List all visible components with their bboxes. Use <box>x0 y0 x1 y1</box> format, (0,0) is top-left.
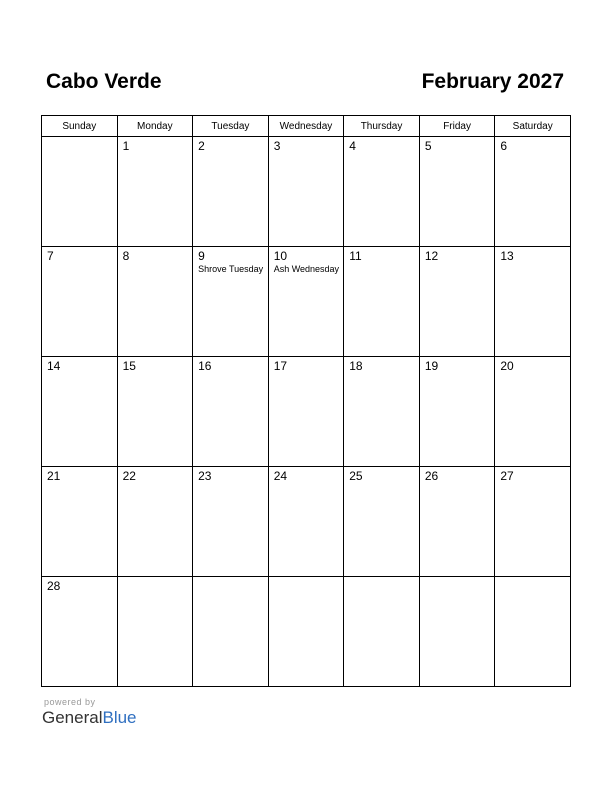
day-number: 2 <box>198 139 205 153</box>
day-cell <box>495 247 571 357</box>
holiday-label: Ash Wednesday <box>273 264 340 274</box>
day-cell <box>495 137 571 247</box>
day-number: 27 <box>500 469 514 483</box>
day-cell <box>42 247 118 357</box>
weekday-monday: Monday <box>117 116 193 137</box>
day-cell <box>193 247 269 357</box>
day-cell <box>344 577 420 687</box>
day-cell <box>117 577 193 687</box>
day-number: 6 <box>500 139 508 153</box>
month-year-title: February 2027 <box>421 70 564 93</box>
day-number: 8 <box>122 249 130 263</box>
day-cell <box>42 467 118 577</box>
day-cell <box>495 467 571 577</box>
weekday-sunday: Sunday <box>42 116 118 137</box>
holiday-label: Shrove Tuesday <box>198 264 264 274</box>
day-number: 9 <box>198 249 205 263</box>
day-cell <box>419 577 495 687</box>
day-cell <box>268 137 344 247</box>
country-title: Cabo Verde <box>46 70 162 93</box>
day-cell <box>117 137 193 247</box>
weekday-saturday: Saturday <box>495 116 571 137</box>
day-cell <box>193 357 269 467</box>
day-number: 23 <box>198 469 212 483</box>
day-number: 15 <box>122 359 136 373</box>
day-cell <box>344 467 420 577</box>
day-number: 18 <box>349 359 363 373</box>
powered-by-label: powered by <box>44 697 96 707</box>
day-cell <box>268 357 344 467</box>
day-cell <box>42 357 118 467</box>
day-cell <box>419 137 495 247</box>
day-number: 22 <box>122 469 136 483</box>
day-number: 4 <box>349 139 356 153</box>
day-number: 10 <box>273 249 288 263</box>
day-number: 17 <box>273 359 288 373</box>
week-row <box>42 357 571 467</box>
weekday-thursday: Thursday <box>344 116 420 137</box>
calendar-grid <box>41 115 571 687</box>
day-cell <box>193 577 269 687</box>
day-cell <box>419 247 495 357</box>
day-number: 11 <box>349 249 362 263</box>
day-number: 5 <box>424 139 432 153</box>
day-cell <box>117 247 193 357</box>
day-cell <box>419 467 495 577</box>
day-cell <box>117 467 193 577</box>
day-number: 16 <box>198 359 212 373</box>
generalblue-logo <box>42 708 137 728</box>
week-row <box>42 137 571 247</box>
day-number: 20 <box>500 359 514 373</box>
day-number: 24 <box>273 469 288 483</box>
day-cell <box>42 577 118 687</box>
footer-branding <box>42 696 137 728</box>
day-number: 28 <box>47 579 61 593</box>
day-cell <box>268 247 344 357</box>
day-cell <box>193 467 269 577</box>
week-row <box>42 467 571 577</box>
day-number: 19 <box>424 359 439 373</box>
day-number: 13 <box>500 249 514 263</box>
day-number: 7 <box>47 249 54 263</box>
day-number: 3 <box>273 139 281 153</box>
day-cell <box>268 467 344 577</box>
day-cell <box>117 357 193 467</box>
day-number: 14 <box>47 359 61 373</box>
weekday-friday: Friday <box>419 116 495 137</box>
week-row <box>42 247 571 357</box>
day-cell <box>495 357 571 467</box>
day-cell <box>419 357 495 467</box>
day-cell <box>42 137 118 247</box>
day-cell <box>344 247 420 357</box>
day-cell <box>268 577 344 687</box>
day-number: 12 <box>424 249 439 263</box>
weekday-tuesday: Tuesday <box>193 116 269 137</box>
day-cell <box>344 137 420 247</box>
weekday-header-row <box>42 116 571 137</box>
day-cell <box>344 357 420 467</box>
day-number: 26 <box>424 469 439 483</box>
weekday-wednesday: Wednesday <box>268 116 344 137</box>
week-row <box>42 577 571 687</box>
day-cell <box>495 577 571 687</box>
day-number: 25 <box>349 469 363 483</box>
brand-blue-text: Blue <box>102 708 137 727</box>
day-number: 21 <box>47 469 61 483</box>
brand-general-text: General <box>42 708 103 727</box>
day-number: 1 <box>122 139 130 153</box>
day-cell <box>193 137 269 247</box>
